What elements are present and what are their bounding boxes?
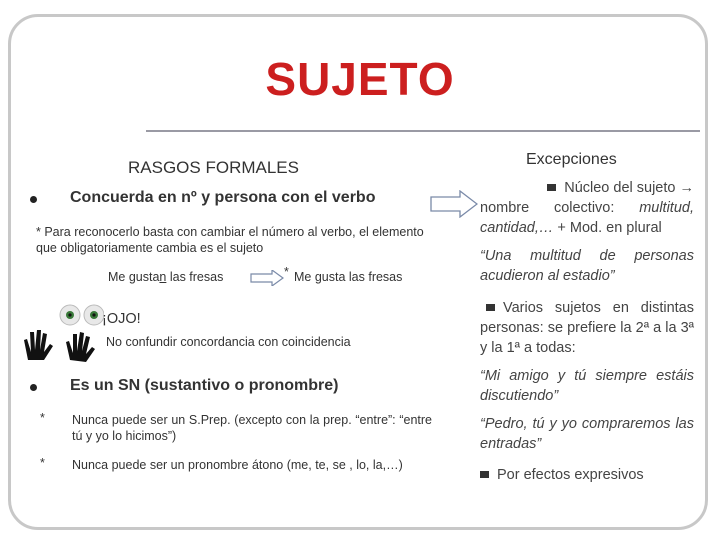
note-atono: Nunca puede ser un pronombre átono (me, te, se , lo, la,…) [72,458,403,472]
bullet-concordancia: Concuerda en nº y persona con el verbo [70,189,376,206]
hands-icon [20,326,100,364]
square-bullet [480,471,489,478]
example-plural [108,269,223,285]
example-plural-n: n [159,270,167,284]
arrow-icon: → [679,180,694,196]
bullet-dot [30,196,37,203]
title-divider [146,130,700,132]
exception-expresivos-text: Por efectos expresivos [497,467,644,483]
note-reconocer [36,224,436,256]
quote-pedro: “Pedro, tú y yo compraremos las entradas” [480,416,694,452]
right-heading: Excepciones [526,151,617,168]
exception-expresivos [480,465,694,485]
exception-nucleo-label: Núcleo del sujeto [564,180,676,196]
arrow-right-icon [250,270,284,286]
page-title: SUJETO [265,53,455,105]
note-sprep: Nunca puede ser un S.Prep. (excepto con la prep. “entre”: “entre tú y yo lo hicimos”) [72,413,432,443]
ojo-label: ¡OJO! [102,311,141,327]
arrow-right-icon [430,190,478,218]
example-singular: Me gusta las fresas [294,270,403,284]
square-bullet [547,184,556,191]
quote-amigo: “Mi amigo y tú siempre estáis discutiendo” [480,368,694,404]
exception-varios-text: Varios sujetos en distintas personas: se prefiere la 2ª a la 3ª y la 1ª a todas: [480,300,694,356]
exception-nucleo-italic: multitud, cantidad,… [480,200,694,236]
exception-varios [480,298,694,358]
example-star: * [284,265,289,279]
bullet-sn: Es un SN (sustantivo o pronombre) [70,377,339,394]
exception-nucleo-post: + Mod. en plural [553,220,662,236]
quote-multitud: “Una multitud de personas acudieron al estadio” [480,248,694,284]
note-reconocer-text: * Para reconocerlo basta con cambiar el número al verbo, el elemento que obligatoriamente cambia es el sujeto [36,225,424,255]
bullet-dot [30,384,37,391]
exception-nucleo [480,178,694,238]
example-plural-post: las fresas [166,270,224,284]
example-plural-pre: Me gusta [108,270,160,284]
left-heading: RASGOS FORMALES [128,158,299,177]
square-bullet [486,304,495,311]
ojo-text: No confundir concordancia con coincidencia [106,335,351,349]
note-star: * [40,456,45,470]
exception-nucleo-text: nombre colectivo: [480,200,640,216]
note-star: * [40,411,45,425]
